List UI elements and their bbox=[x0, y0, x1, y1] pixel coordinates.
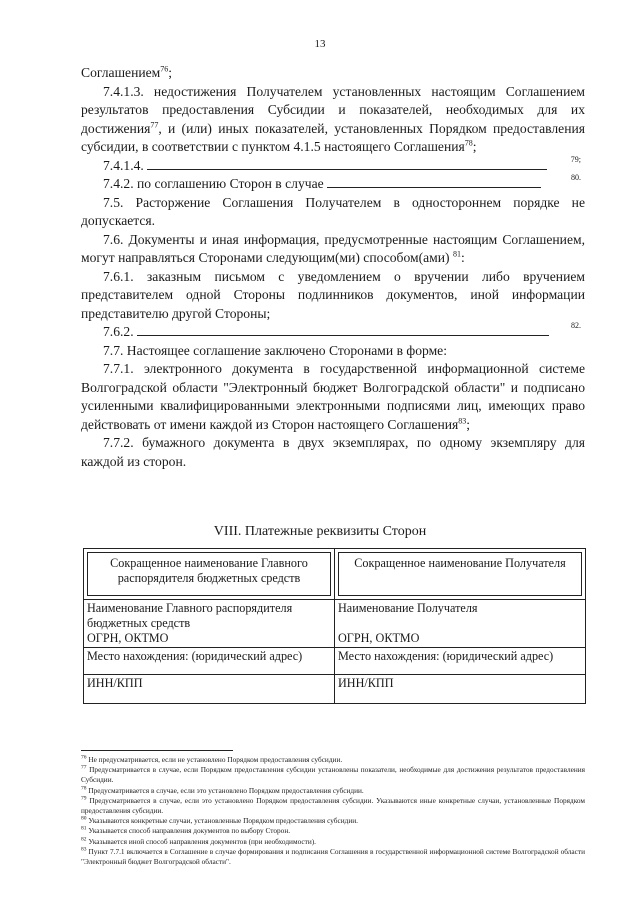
table-row bbox=[84, 648, 586, 675]
footnote: $^{83}$ Пункт 7.7.1 включается в Соглашение в случае формирования и подписания Соглашения в государственной информационной системе Волгоградской области "Электронный бюджет Волгоградской области". bbox=[81, 846, 585, 867]
footnote: $^{77}$ Предусматривается в случае, если Порядком предоставления субсидии установлены показатели, необходимые для достижения результатов предоставления Субсидии. bbox=[81, 764, 585, 785]
paragraph-7-4-1-2-end: Соглашением$^{76}$; bbox=[81, 64, 173, 80]
right-address-cell: Место нахождения: (юридический адрес) bbox=[335, 648, 586, 675]
footnote-divider bbox=[81, 750, 233, 751]
left-header-cell: Сокращенное наименование Главного распорядителя бюджетных средств bbox=[87, 552, 331, 596]
left-name-cell: Наименование Главного распорядителя бюджетных средств ОГРН, ОКТМО bbox=[84, 600, 335, 648]
right-inn-cell: ИНН/КПП bbox=[335, 675, 586, 704]
table-row bbox=[84, 600, 586, 648]
left-address-cell: Место нахождения: (юридический адрес) bbox=[84, 648, 335, 675]
fill-in-blank bbox=[147, 157, 547, 170]
paragraph-7-4-2: 7.4.2. по соглашению Сторон в случае 80. bbox=[103, 173, 581, 191]
agreement-body bbox=[81, 64, 585, 471]
table-row bbox=[84, 549, 586, 600]
footnote: $^{79}$ Предусматривается в случае, если это установлено Порядком предоставления субсидии. Указываются иные конкретные случаи, установленные Порядком предоставления субсидии. bbox=[81, 795, 585, 816]
paragraph-7-7: 7.7. Настоящее соглашение заключено Сторонами в форме: bbox=[103, 342, 447, 358]
paragraph-7-6-2: 7.6.2. 82. bbox=[103, 321, 581, 339]
right-name-cell: Наименование Получателя ОГРН, ОКТМО bbox=[335, 600, 586, 648]
footnote: $^{76}$ Не предусматривается, если не установлено Порядком предоставления субсидии. bbox=[81, 754, 343, 764]
paragraph-7-7-1: 7.7.1. электронного документа в государственной информационной системе Волгоградской области "Электронный бюджет Волгоградской области" и подписано усиленными квалифицированными электронными подписями лиц, имеющих право действовать от имени каждой из Сторон настоящего Соглашения$^{83}$; bbox=[81, 361, 585, 432]
page-number: 13 bbox=[314, 38, 326, 50]
footnote: $^{81}$ Указывается способ направления документов по выбору Сторон. bbox=[81, 826, 291, 836]
paragraph-7-6-1: 7.6.1. заказным письмом с уведомлением о вручении либо вручением представителем одной Стороны подлинников документов, иной информации представителю другой Стороны; bbox=[81, 268, 585, 321]
paragraph-7-5: 7.5. Расторжение Соглашения Получателем в одностороннем порядке не допускается. bbox=[81, 194, 585, 228]
paragraph-7-4-1-4: 7.4.1.4. 79; bbox=[103, 154, 581, 173]
section-title: VIII. Платежные реквизиты Сторон bbox=[213, 524, 427, 539]
fill-in-blank bbox=[327, 175, 541, 188]
paragraph-7-4-1-3: 7.4.1.3. недостижения Получателем установленных настоящим Соглашением результатов предоставления Субсидии и показателей, необходимых для их достижения$^{77}$, и (или) иных показателей, установленных Порядком предоставления субсидии, в соответствии с пунктом 4.1.5 настоящего Соглашения$^{78}$; bbox=[81, 83, 585, 154]
footnote: $^{80}$ Указываются конкретные случаи, установленные Порядком предоставления субсидии. bbox=[81, 815, 358, 826]
table-row bbox=[84, 675, 586, 704]
paragraph-7-6: 7.6. Документы и иная информация, предусмотренные настоящим Соглашением, могут направляться Сторонами следующим(ми) способом(ами) $^{81}$: bbox=[81, 231, 585, 265]
fill-in-blank bbox=[137, 323, 549, 336]
paragraph-7-7-2: 7.7.2. бумажного документа в двух экземплярах, по одному экземпляру для каждой из сторон. bbox=[81, 435, 585, 469]
left-inn-cell: ИНН/КПП bbox=[84, 675, 335, 704]
footnotes bbox=[81, 755, 585, 867]
payment-details-table bbox=[83, 548, 586, 704]
footnote: $^{82}$ Указывается иной способ направления документов (при необходимости). bbox=[81, 836, 317, 846]
footnote: $^{78}$ Предусматривается в случае, если это установлено Порядком предоставления субсидии. bbox=[81, 785, 364, 795]
right-header-cell: Сокращенное наименование Получателя bbox=[338, 552, 582, 596]
